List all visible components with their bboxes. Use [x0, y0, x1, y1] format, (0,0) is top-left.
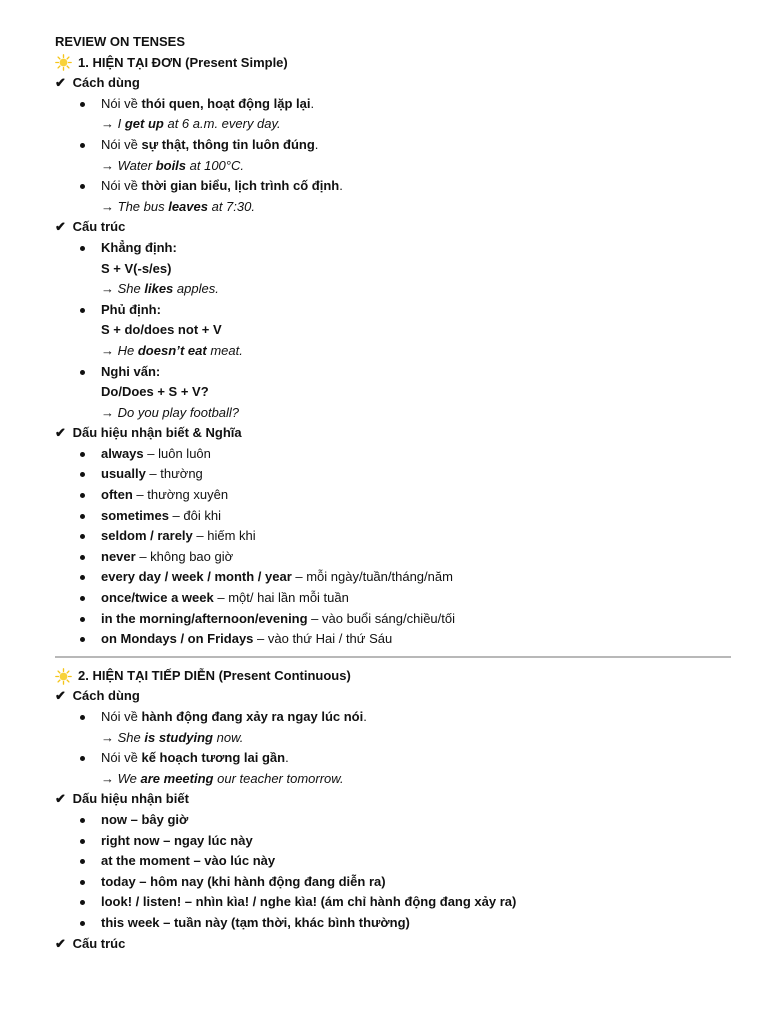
check-icon: ✔ — [55, 688, 66, 704]
document-title: REVIEW ON TENSES — [55, 34, 186, 49]
structure-label: Nghi vấn: — [55, 362, 735, 383]
list-item: Nói về hành động đang xảy ra ngay lúc nói. — [55, 707, 735, 728]
example-line: → Do you play football? — [101, 404, 240, 420]
list-item: now – bây giờ — [55, 810, 735, 831]
list-item: usually – thường — [55, 464, 735, 485]
list-item: today – hôm nay (khi hành động đang diễn ra) — [55, 872, 735, 893]
check-icon: ✔ — [55, 791, 66, 807]
structure-heading: ✔ Cấu trúc — [55, 934, 735, 955]
structure-label: Khẳng định: — [55, 238, 735, 259]
example-line: → He doesn’t eat meat. — [101, 342, 243, 358]
check-icon: ✔ — [55, 219, 66, 235]
list-item: every day / week / month / year – mỗi ngày/tuần/tháng/năm — [55, 567, 735, 588]
structure-heading: ✔ Cấu trúc — [55, 217, 735, 238]
list-item: seldom / rarely – hiếm khi — [55, 526, 735, 547]
list-item: Nói về sự thật, thông tin luôn đúng. — [55, 135, 735, 156]
usage-heading: ✔ Cách dùng — [55, 686, 735, 707]
document-page — [55, 32, 735, 954]
sun-icon — [55, 668, 72, 685]
list-item: Nói về kế hoạch tương lai gần. — [55, 748, 735, 769]
example-line: → We are meeting our teacher tomorrow. — [101, 770, 344, 786]
list-item: in the morning/afternoon/evening – vào buổi sáng/chiều/tối — [55, 609, 735, 630]
usage-heading: ✔ Cách dùng — [55, 73, 735, 94]
example-line: → I get up at 6 a.m. every day. — [101, 116, 281, 132]
list-item: never – không bao giờ — [55, 547, 735, 568]
list-item: look! / listen! – nhìn kìa! / nghe kìa! (ám chỉ hành động đang xảy ra) — [55, 892, 735, 913]
list-item: at the moment – vào lúc này — [55, 851, 735, 872]
structure-formula: S + do/does not + V — [101, 322, 222, 338]
section-2-title: 2. HIỆN TẠI TIẾP DIỄN (Present Continuous) — [78, 667, 351, 683]
structure-formula: S + V(-s/es) — [101, 260, 172, 276]
section-divider — [55, 656, 731, 658]
section-2-heading — [55, 666, 735, 687]
check-icon: ✔ — [55, 935, 66, 951]
list-item: on Mondays / on Fridays – vào thứ Hai / thứ Sáu — [55, 629, 735, 650]
structure-label: Phủ định: — [55, 300, 735, 321]
list-item: Nói về thời gian biểu, lịch trình cố định. — [55, 176, 735, 197]
list-item: always – luôn luôn — [55, 444, 735, 465]
list-item: often – thường xuyên — [55, 485, 735, 506]
example-line: → The bus leaves at 7:30. — [101, 198, 255, 214]
section-1-title: 1. HIỆN TẠI ĐƠN (Present Simple) — [78, 54, 288, 70]
list-item: once/twice a week – một/ hai lần mỗi tuần — [55, 588, 735, 609]
signs-heading: ✔ Dấu hiệu nhận biết & Nghĩa — [55, 423, 735, 444]
example-line: → Water boils at 100°C. — [101, 157, 244, 173]
structure-formula: Do/Does + S + V? — [101, 384, 209, 400]
check-icon: ✔ — [55, 75, 66, 91]
list-item: Nói về thói quen, hoạt động lặp lại. — [55, 94, 735, 115]
list-item: this week – tuần này (tạm thời, khác bình thường) — [55, 913, 735, 934]
signs-heading: ✔ Dấu hiệu nhận biết — [55, 789, 735, 810]
list-item: sometimes – đôi khi — [55, 506, 735, 527]
example-line: → She is studying now. — [101, 729, 244, 745]
list-item: right now – ngay lúc này — [55, 831, 735, 852]
example-line: → She likes apples. — [101, 281, 219, 297]
section-1-heading — [55, 53, 735, 74]
check-icon: ✔ — [55, 425, 66, 441]
sun-icon — [55, 54, 72, 71]
